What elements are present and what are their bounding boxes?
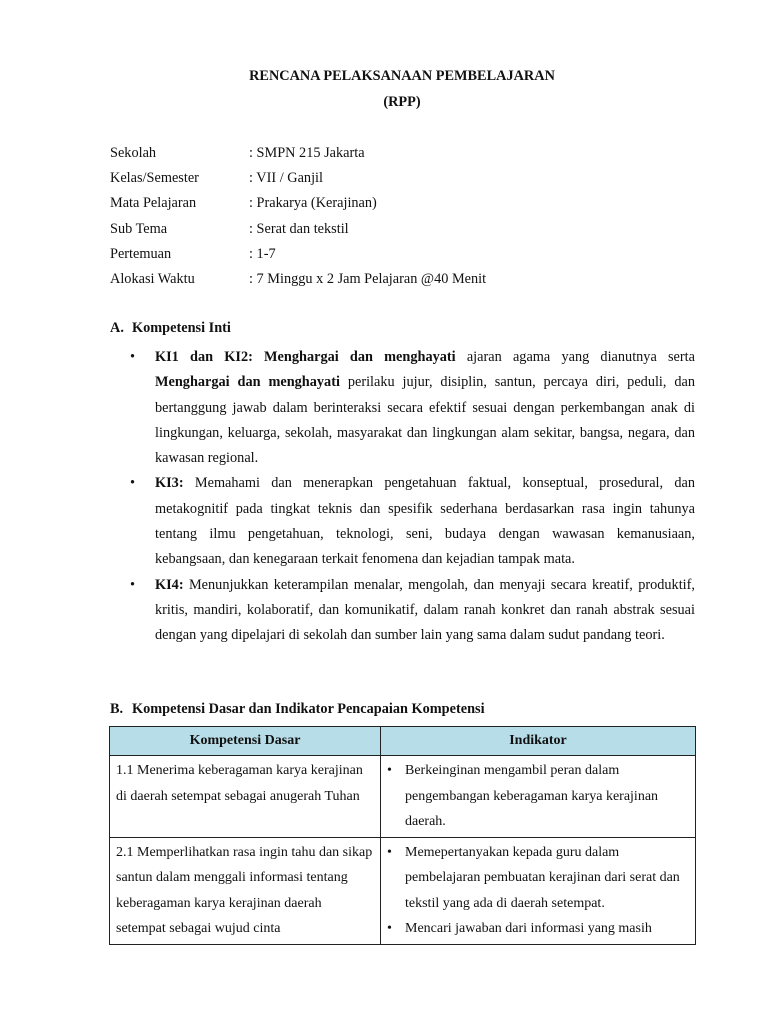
indicator-text: Memepertanyakan kepada guru dalam pembelajaran pembuatan kerajinan dari serat dan tekstil yang ada di daerah setempat.: [405, 844, 680, 911]
meta-value: : 7 Minggu x 2 Jam Pelajaran @40 Menit: [249, 270, 487, 287]
meta-label: Alokasi Waktu: [110, 270, 195, 287]
meta-value: : Serat dan tekstil: [249, 220, 349, 237]
section-a-heading: [110, 320, 231, 337]
meta-value: : Prakarya (Kerajinan): [249, 195, 377, 212]
indicator-item: [387, 758, 689, 835]
section-b-heading: [110, 701, 485, 718]
bullet-icon: •: [130, 576, 136, 593]
meta-label: Pertemuan: [110, 245, 172, 262]
meta-row-pertemuan: [110, 244, 486, 269]
table-cell-indikator: [381, 837, 696, 944]
list-item-ki1-ki2: [130, 345, 695, 471]
list-item-ki4: [130, 573, 695, 649]
ki-text: ajaran agama yang dianutnya serta: [455, 349, 695, 365]
bullet-icon: •: [130, 349, 136, 365]
ki-text: Menunjukkan keterampilan menalar, mengolah, dan menyaji secara kreatif, produktif, kritis, mandiri, kolaboratif, dan komunikatif, dalam ranah konkret dan ranah abstrak sesuai dengan yang dipelajari di sekolah dan sumber lain yang sama dalam sudut pandang teori.: [155, 576, 695, 644]
list-item-ki3: [130, 471, 695, 572]
indicator-item: [387, 916, 689, 942]
table-cell-indikator: [381, 756, 696, 838]
table-row: [110, 756, 696, 838]
indicator-text: Berkeinginan mengambil peran dalam pengembangan keberagaman karya kerajinan daerah.: [405, 763, 659, 829]
indicator-text: Mencari jawaban dari informasi yang masih: [405, 921, 652, 936]
section-letter: A.: [110, 320, 124, 336]
ki-label: KI4:: [155, 576, 184, 593]
ki-text: Memahami dan menerapkan pengetahuan faktual, konseptual, prosedural, dan metakognitif pada tingkat teknis dan spesifik sederhana berdasarkan rasa ingin tahunya tentang ilmu pengetahuan, teknologi, seni, budaya dengan wawasan kemanusiaan, kebangsaan, dan kenegaraan terkait fenomena dan kejadian tampak mata.: [155, 475, 695, 568]
meta-row-alokasi: [110, 269, 486, 294]
section-letter: B.: [110, 701, 124, 717]
ki-text: perilaku jujur, disiplin, santun, percaya diri, peduli, dan bertanggung jawab dalam berinteraksi secara efektif sesuai dengan perkembangan anak di lingkungan, keluarga, sekolah, masyarakat dan lingkungan alam sekitar, bangsa, negara, dan kawasan regional.: [155, 374, 695, 467]
meta-label: Kelas/Semester: [110, 170, 199, 187]
ki-label: KI3:: [155, 475, 184, 492]
meta-row-sekolah: [110, 143, 486, 168]
meta-row-subtema: [110, 219, 486, 244]
document-subtitle: (RPP): [383, 94, 421, 110]
section-title: Kompetensi Dasar dan Indikator Pencapaian Kompetensi: [132, 701, 485, 717]
meta-label: Mata Pelajaran: [110, 195, 197, 212]
table-cell-kd: 2.1 Memperlihatkan rasa ingin tahu dan sikap santun dalam menggali informasi tentang keberagaman karya kerajinan daerah setempat sebagai wujud cinta: [110, 837, 381, 944]
column-header-kompetensi-dasar: Kompetensi Dasar: [110, 727, 381, 756]
table-header-row: [110, 727, 696, 756]
identity-block: [110, 143, 486, 294]
column-header-indikator: Indikator: [381, 727, 696, 756]
meta-value: : VII / Ganjil: [249, 170, 323, 187]
section-title: Kompetensi Inti: [132, 320, 231, 336]
meta-value: : 1-7: [249, 245, 276, 262]
meta-value: : SMPN 215 Jakarta: [249, 145, 365, 161]
ki-list: [130, 345, 695, 649]
document-title: RENCANA PELAKSANAAN PEMBELAJARAN: [249, 68, 555, 84]
competency-table: [109, 726, 696, 945]
meta-row-kelas: [110, 168, 486, 193]
ki-label: KI1 dan KI2: Menghargai dan menghayati: [155, 349, 456, 365]
bullet-icon: •: [387, 844, 392, 860]
ki-emphasis: Menghargai dan menghayati: [155, 374, 340, 391]
meta-row-mapel: [110, 193, 486, 218]
bullet-icon: •: [387, 763, 392, 778]
meta-label: Sekolah: [110, 145, 157, 161]
bullet-icon: •: [387, 921, 392, 936]
bullet-icon: •: [130, 475, 136, 492]
table-row: [110, 837, 696, 944]
table-cell-kd: 1.1 Menerima keberagaman karya kerajinan di daerah setempat sebagai anugerah Tuhan: [110, 756, 381, 838]
indicator-item: [387, 840, 689, 917]
meta-label: Sub Tema: [110, 220, 168, 237]
